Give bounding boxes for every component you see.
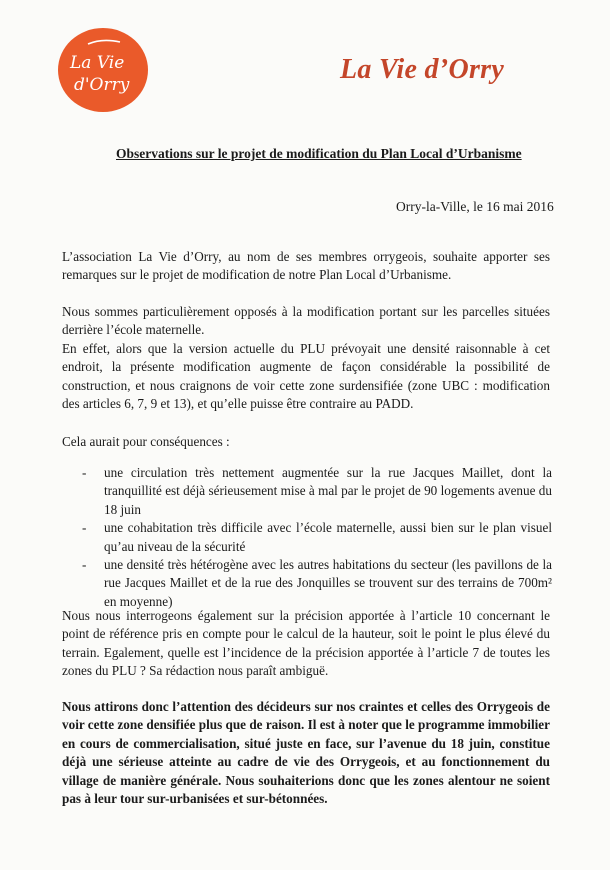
- list-item: [82, 556, 552, 611]
- document-title: Observations sur le projet de modification du Plan Local d’Urbanisme: [116, 146, 522, 161]
- consequences-list: [82, 464, 552, 611]
- logo-text-line1: La Vie: [70, 53, 125, 73]
- paragraph-opposition-detail: En effet, alors que la version actuelle du PLU prévoyait une densité raisonnable à cet endroit, la présente modification augmente de façon considérable la possibilité de construction, et nous craignons de voir cette zone surdensifiée (zone UBC : modification des articles 6, 7, 9 et 13), et qu’elle puisse être contraire au PADD.: [62, 340, 550, 412]
- paragraph-intro: [62, 248, 550, 285]
- place-date: Orry-la-Ville, le 16 mai 2016: [396, 199, 554, 214]
- paragraph-consequences-text: Cela aurait pour conséquences :: [62, 434, 230, 449]
- list-item-text: une densité très hétérogène avec les autres habitations du secteur (les pavillons de la rue Jacques Maillet et de la rue des Jonquilles se trouvent sur des terrains de 700m² en moyenne): [104, 557, 552, 609]
- list-dash: -: [82, 520, 87, 536]
- paragraph-conclusion-text: Nous attirons donc l’attention des décideurs sur nos craintes et celles des Orrygeois de voir cette zone densifiée plus que de raison. Il est à noter que le programme immobilier en cours de commercialisation, situé juste en face, sur l’avenue du 18 juin, constitue déjà une sérieuse atteinte au cadre de vie des Orrygeois, et au fonctionnement du village de manière générale. Nous souhaiterions donc que les zones alentour ne soient pas à leur tour sur-urbanisées et sur-bétonnées.: [62, 699, 550, 807]
- brand-name: La Vie d’Orry: [340, 54, 505, 85]
- list-item: [82, 464, 552, 519]
- paragraph-opposition-lead: Nous sommes particulièrement opposés à la modification portant sur les parcelles situées derrière l’école maternelle.: [62, 304, 550, 338]
- list-item-text: une cohabitation très difficile avec l’école maternelle, aussi bien sur le plan visuel qu’au niveau de la sécurité: [104, 520, 552, 554]
- paragraph-conclusion: [62, 698, 550, 808]
- logo-text-line2: d'Orry: [74, 75, 130, 95]
- paragraph-intro-text: L’association La Vie d’Orry, au nom de ses membres orrygeois, souhaite apporter ses remarques sur le projet de modification de notre Plan Local d’Urbanisme.: [62, 249, 550, 283]
- paragraph-questions-text: Nous nous interrogeons également sur la précision apportée à l’article 10 concernant le point de référence pris en compte pour le calcul de la hauteur, soit le point le plus élevé du terrain. Egalement, quelle est l’incidence de la précision apportée à l’article 7 de toutes les zones du PLU ? Sa rédaction nous paraît ambiguë.: [62, 608, 550, 679]
- association-logo: [58, 28, 148, 112]
- list-item: [82, 519, 552, 556]
- paragraph-questions: [62, 607, 550, 681]
- paragraph-opposition: [62, 303, 550, 413]
- paragraph-consequences: [62, 433, 550, 451]
- list-dash: -: [82, 557, 87, 573]
- list-dash: -: [82, 465, 87, 480]
- logo-mark: [58, 28, 148, 112]
- list-item-text: une circulation très nettement augmentée sur la rue Jacques Maillet, dont la tranquillité est déjà sérieusement mise à mal par le projet de 90 logements avenue du 18 juin: [104, 465, 552, 517]
